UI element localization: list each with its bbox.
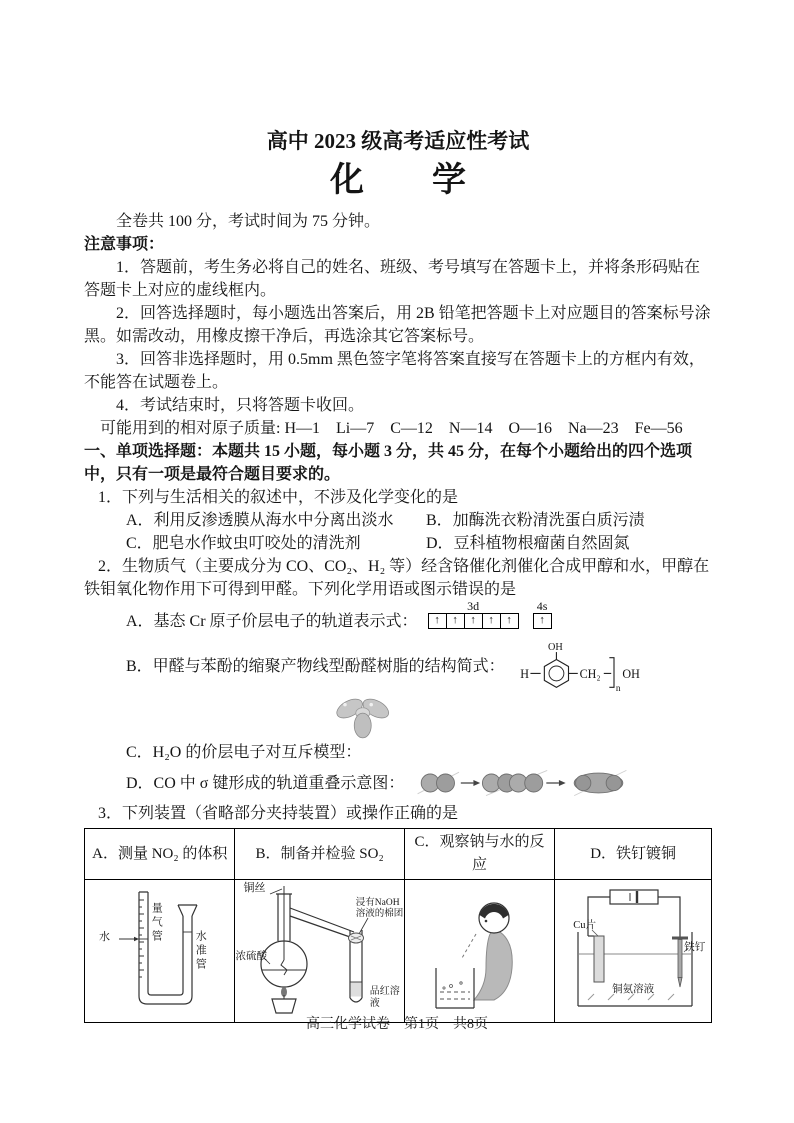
orbital-overlap-figure [414,765,630,801]
sodium-water-figure-wrap [405,882,554,1022]
orbital-4s-cells [533,613,552,629]
q3-figure-d-cell [555,880,712,1023]
subject-title: 化 学 [330,162,466,199]
structure-ch2-label: CH₂ [579,667,601,682]
q3-stem: 3．下列装置（省略部分夹持装置）或操作正确的是 [98,805,459,822]
q3-header-a: A．测量 NO₂ 的体积 [85,829,235,880]
notice-4: 4．考试结束时，只将答题卡收回。 [116,397,365,414]
atomic-mass-line: 可能用到的相对原子质量: H—1 Li—7 C—12 N—14 O—16 Na—23 Fe—56 [100,420,683,437]
orbital-3d-cells [428,613,519,629]
q2-option-c: C．H₂O 的价层电子对互斥模型： [126,744,362,761]
q2-stem: 2．生物质气（主要成分为 CO、CO₂、H₂ 等）经含铬催化剂催化合成甲醇和水，甲醇在铁钼氧化物作用下可得到甲醛。下列化学用语或图示错误的是 [84,558,710,598]
q3-header-c: C．观察钠与水的反应 [404,829,554,880]
structure-oh-right-label: OH [622,667,640,682]
q2-option-b [84,641,712,691]
orbital-3d-label: 3d [467,598,480,613]
notice-3: 3．回答非选择题时，用 0.5mm 黑色签字笔将答案直接写在答题卡上的方框内有效，不能答在试题卷上。 [84,351,705,391]
so2-figure-wrap [235,882,403,1022]
fuchsin-label: 品红溶液 [369,986,400,1009]
notice-heading: 注意事项： [84,236,165,253]
orbital-cell: ↑ [446,613,465,629]
q3-figure-b-cell [235,880,404,1023]
orbital-cell: ↑ [428,613,447,629]
q2-option-b-text: B．甲醛与苯酚的缩聚产物线型酚醛树脂的结构简式： [126,657,505,675]
vsepr-balloon-model-figure [328,693,399,741]
q3-header-b: B．制备并检验 SO₂ [235,829,404,880]
exam-duration-line: 全卷共 100 分，考试时间为 75 分钟。 [116,213,381,230]
q3-options-table [84,828,712,1023]
orbital-cell: ↑ [482,613,501,629]
gas-tube-label: 量气管 [150,902,163,944]
q1-option-c: C．肥皂水作蚊虫叮咬处的清洗剂 [126,535,361,552]
notice-2: 2．回答选择题时，每小题选出答案后，用 2B 铅笔把答题卡上对应题目的答案标号涂黑。如需改动，用橡皮擦干净后，再选涂其它答案标号。 [84,305,711,345]
gas-measuring-figure-wrap [85,882,234,1022]
q3-header-d: D．铁钉镀铜 [555,829,712,880]
q2-option-d [84,764,712,802]
naoh-cotton-label: 浸有NaOH溶液的棉团 [355,898,404,920]
orbital-diagram [428,600,552,629]
orbital-3d-group [428,600,519,629]
orbital-cell: ↑ [464,613,483,629]
q1-option-d: D．豆科植物根瘤菌自然固氮 [426,535,630,552]
copper-sheet-label: Cu片 [573,920,596,931]
structure-n-subscript: n [615,684,621,692]
orbital-cell: ↑ [533,613,552,629]
acid-label: 浓硫酸 [235,951,267,962]
q1-option-a: A．利用反渗透膜从海水中分离出淡水 [126,512,394,529]
q3-figure-c-cell [404,880,554,1023]
q3-figure-a-cell [85,880,235,1023]
page-content [84,128,712,1023]
solution-label: 铜氨溶液 [612,984,655,995]
q1-stem: 1．下列与生活相关的叙述中，不涉及化学变化的是 [98,489,459,506]
structure-h-label: H [519,667,529,682]
orbital-cell: ↑ [500,613,519,629]
level-tube-label: 水准管 [194,930,207,972]
water-label: 水 [99,931,110,943]
q2-option-d-text: D．CO 中 σ 键形成的轨道重叠示意图： [126,774,405,792]
q2-option-c-figure-row [84,691,712,741]
iron-nail-label: 铁钉 [684,942,706,953]
phenolic-resin-structure-figure [513,640,663,692]
page-footer: 高三化学试卷 第1页 共8页 [306,1017,488,1032]
orbital-4s-group [533,600,552,629]
structure-oh-top-label: OH [547,642,563,654]
q2-option-a [84,598,712,641]
exam-title: 高中 2023 级高考适应性考试 [266,129,530,153]
copper-wire-label: 铜丝 [243,882,266,894]
q1-option-b: B．加酶洗衣粉清洗蛋白质污渍 [426,512,645,529]
notice-1: 1．答题前，考生务必将自己的姓名、班级、考号填写在答题卡上，并将条形码贴在答题卡上对应的虚线框内。 [84,259,701,299]
q1-options [84,509,712,555]
plating-figure-wrap [555,882,711,1022]
q2-option-a-text: A．基态 Cr 原子价层电子的轨道表示式： [126,612,418,630]
sodium-water-observation-figure [406,882,552,1018]
orbital-4s-label: 4s [536,598,548,613]
section-1-heading: 一、单项选择题：本题共 15 小题，每小题 3 分，共 45 分，在每个小题给出的四个选项中，只有一项是最符合题目要求的。 [84,443,693,483]
